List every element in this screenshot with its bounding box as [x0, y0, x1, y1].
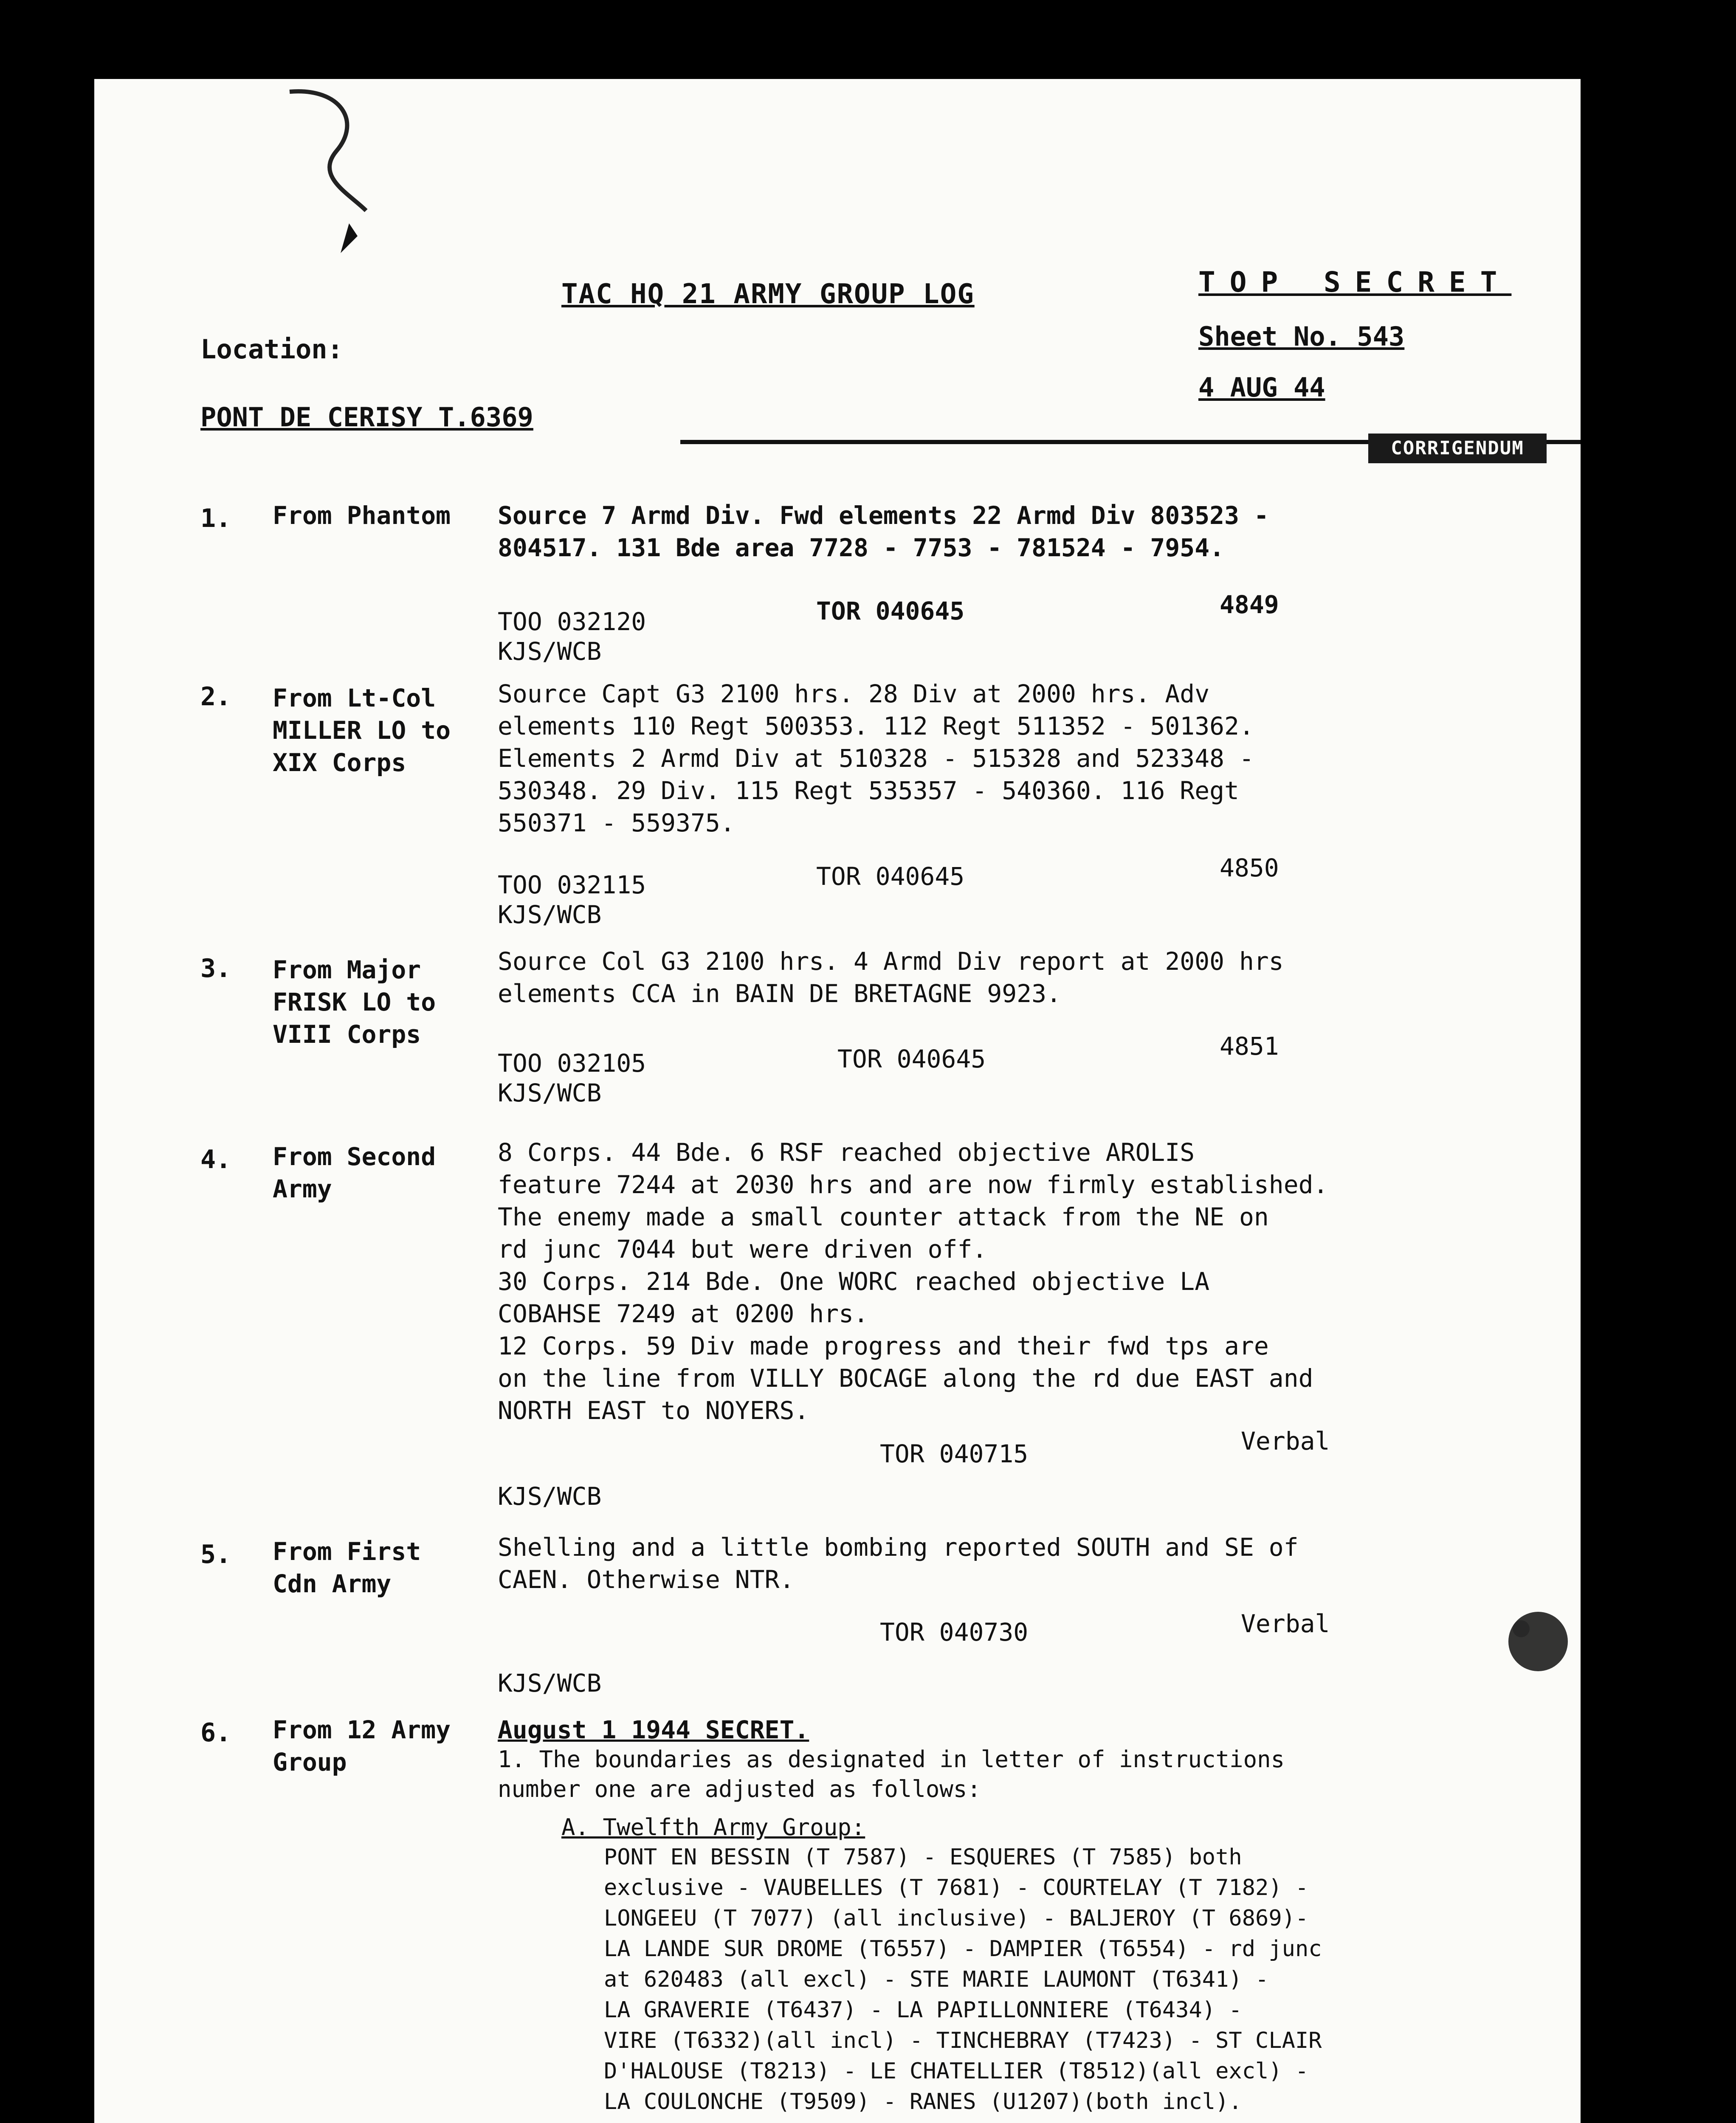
entry-initials: KJS/WCB	[498, 1669, 602, 1698]
ink-stain-icon	[1496, 1599, 1581, 1684]
entry-ref: 4849	[1220, 590, 1279, 619]
entry-from: XIX Corps	[273, 748, 406, 777]
entry-text-line: 530348. 29 Div. 115 Regt 535357 - 540360. 116 Regt	[498, 776, 1239, 805]
entry-from: From Second	[273, 1142, 436, 1171]
entry-number: 5.	[200, 1540, 231, 1569]
entry-from: FRISK LO to	[273, 988, 436, 1016]
route-line: VIRE (T6332)(all incl) - TINCHEBRAY (T7423) - ST CLAIR	[604, 2028, 1322, 2053]
route-line: LA LANDE SUR DROME (T6557) - DAMPIER (T6554) - rd junc	[604, 1936, 1322, 1962]
entry-number: 6.	[200, 1718, 231, 1748]
pen-mark-icon	[264, 83, 400, 262]
entry-from: VIII Corps	[273, 1020, 421, 1049]
location-label: Location:	[200, 334, 343, 365]
entry-initials: KJS/WCB	[498, 1482, 602, 1511]
route-line: D'HALOUSE (T8213) - LE CHATELLIER (T8512)(all excl) -	[604, 2058, 1309, 2084]
entry-ref: Verbal	[1241, 1609, 1330, 1638]
entry-from: Army	[273, 1174, 332, 1203]
entry-from: Cdn Army	[273, 1569, 392, 1598]
entry-tor: TOR 040645	[816, 862, 965, 891]
entry-tor: TOR 040715	[880, 1439, 1029, 1468]
entry-ref: 4851	[1220, 1032, 1279, 1061]
entry-from: From First	[273, 1537, 421, 1566]
entry-from: From 12 Army	[273, 1715, 451, 1744]
subsection-heading: A. Twelfth Army Group:	[561, 1814, 865, 1841]
entry-tor: TOR 040730	[880, 1618, 1029, 1647]
entry-text-line: Shelling and a little bombing reported SOUTH and SE of	[498, 1533, 1299, 1562]
route-line: LONGEEU (T 7077) (all inclusive) - BALJEROY (T 6869)-	[604, 1906, 1309, 1931]
entry-text-line: Source 7 Armd Div. Fwd elements 22 Armd Div 803523 -	[498, 501, 1269, 530]
route-line: at 620483 (all excl) - STE MARIE LAUMONT (T6341) -	[604, 1967, 1269, 1992]
log-sheet	[94, 79, 1581, 2123]
entry-from: From Phantom	[273, 501, 451, 530]
entry-initials: KJS/WCB	[498, 1078, 602, 1107]
entry-ref: 4850	[1220, 853, 1279, 882]
entry-number: 4.	[200, 1145, 231, 1174]
entry-too: TOO 032105	[498, 1049, 646, 1078]
entry-text-line: rd junc 7044 but were driven off.	[498, 1235, 987, 1264]
entry-text-line: Source Col G3 2100 hrs. 4 Armd Div report at 2000 hrs	[498, 947, 1284, 976]
entry-from: From Major	[273, 955, 421, 984]
location-value: PONT DE CERISY T.6369	[200, 402, 533, 433]
entry-initials: KJS/WCB	[498, 637, 602, 666]
entry-text-line: 12 Corps. 59 Div made progress and their fwd tps are	[498, 1332, 1269, 1360]
route-line: LA COULONCHE (T9509) - RANES (U1207)(both incl).	[604, 2089, 1242, 2115]
entry-text-line: COBAHSE 7249 at 0200 hrs.	[498, 1299, 868, 1328]
entry-text-line: elements CCA in BAIN DE BRETAGNE 9923.	[498, 979, 1061, 1008]
entry-text-line: 8 Corps. 44 Bde. 6 RSF reached objective AROLIS	[498, 1138, 1195, 1167]
entry-number: 1.	[200, 504, 231, 533]
log-title: TAC HQ 21 ARMY GROUP LOG	[561, 279, 975, 310]
entry-tor: TOR 040645	[816, 597, 965, 625]
entry-intro: August 1 1944 SECRET.	[498, 1715, 809, 1744]
sheet-number: Sheet No. 543	[1198, 321, 1405, 352]
entry-text-line: 804517. 131 Bde area 7728 - 7753 - 781524 - 7954.	[498, 533, 1225, 562]
route-line: exclusive - VAUBELLES (T 7681) - COURTELAY (T 7182) -	[604, 1875, 1309, 1901]
log-date: 4 AUG 44	[1198, 372, 1325, 403]
entry-text-line: on the line from VILLY BOCAGE along the rd due EAST and	[498, 1364, 1313, 1393]
entry-text-line: The enemy made a small counter attack from the NE on	[498, 1202, 1269, 1231]
entry-text-line: Source Capt G3 2100 hrs. 28 Div at 2000 hrs. Adv	[498, 679, 1210, 708]
corrigendum-stamp: CORRIGENDUM	[1368, 434, 1547, 463]
entry-too: TOO 032120	[498, 607, 646, 636]
entry-text-line: CAEN. Otherwise NTR.	[498, 1565, 795, 1594]
entry-text-line: number one are adjusted as follows:	[498, 1776, 981, 1802]
entry-number: 3.	[200, 954, 231, 983]
route-line: LA GRAVERIE (T6437) - LA PAPILLONNIERE (T6434) -	[604, 1997, 1242, 2023]
entry-initials: KJS/WCB	[498, 900, 602, 929]
entry-from: From Lt-Col	[273, 684, 436, 712]
entry-text-line: NORTH EAST to NOYERS.	[498, 1396, 809, 1425]
entry-ref: Verbal	[1241, 1427, 1330, 1456]
entry-text-line: 550371 - 559375.	[498, 808, 735, 837]
route-line: PONT EN BESSIN (T 7587) - ESQUERES (T 7585) both	[604, 1844, 1242, 1870]
entry-text-line: 1. The boundaries as designated in letter of instructions	[498, 1746, 1285, 1773]
entry-text-line: 30 Corps. 214 Bde. One WORC reached objective LA	[498, 1267, 1210, 1296]
entry-from: MILLER LO to	[273, 716, 451, 745]
entry-text-line: elements 110 Regt 500353. 112 Regt 511352 - 501362.	[498, 712, 1254, 741]
classification: TOP SECRET	[1198, 266, 1512, 298]
entry-text-line: feature 7244 at 2030 hrs and are now firmly established.	[498, 1170, 1328, 1199]
entry-tor: TOR 040645	[837, 1045, 986, 1073]
entry-text-line: Elements 2 Armd Div at 510328 - 515328 and 523348 -	[498, 744, 1254, 773]
entry-number: 2.	[200, 682, 231, 712]
entry-too: TOO 032115	[498, 870, 646, 899]
entry-from: Group	[273, 1748, 347, 1777]
